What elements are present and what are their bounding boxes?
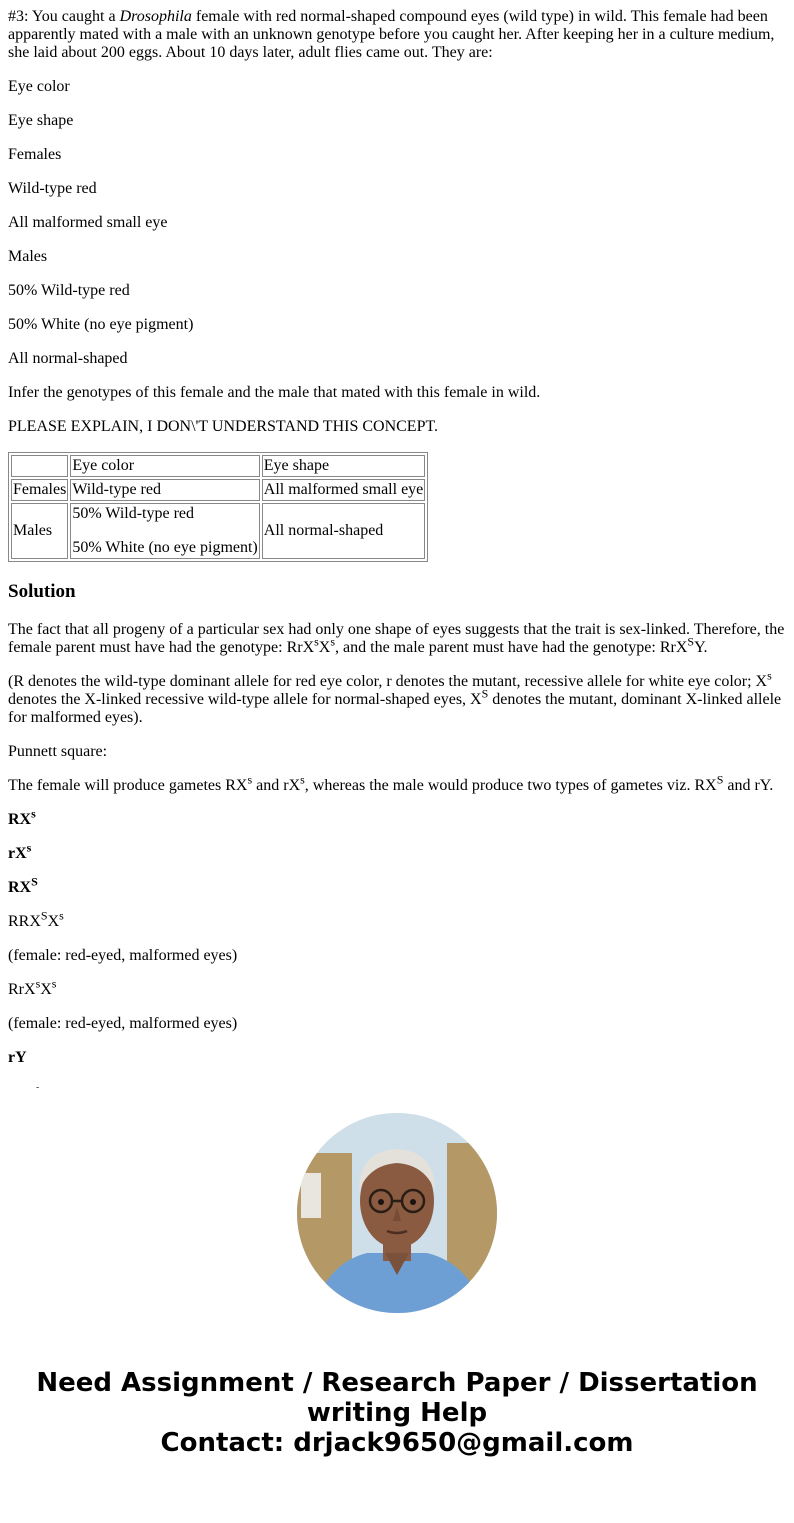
table-row: [11, 455, 425, 477]
table-row: [11, 503, 425, 559]
phenotype-table: [8, 452, 428, 562]
line-50-wild-type: 50% Wild-type red: [8, 282, 130, 299]
table-cell: All normal-shaped: [262, 503, 426, 559]
line-all-normal: All normal-shaped: [8, 350, 128, 367]
avatar-portrait: [297, 1113, 497, 1313]
line-males: Males: [8, 248, 48, 265]
footer-promo: [8, 1368, 786, 1458]
solution-heading: Solution: [8, 581, 76, 602]
footer-contact: Contact: drjack9650@gmail.com: [160, 1428, 634, 1458]
gamete-rxS: $RX^S$: [8, 874, 38, 896]
table-cell: All malformed small eye: [262, 479, 426, 501]
line-females: Females: [8, 146, 62, 163]
dash-mark: -: [36, 1082, 40, 1093]
punnett-label: Punnett square:: [8, 743, 108, 760]
cell-line: 50% White (no eye pigment): [72, 539, 258, 556]
line-wild-type-red: Wild-type red: [8, 180, 97, 197]
species-name: Drosophila: [119, 8, 192, 25]
table-cell: Females: [11, 479, 68, 501]
solution-paragraph-1: The fact that all progeny of a particular sex had only one shape of eyes suggests that the trait is sex-linked. Therefore, the female parent must have had the genotype: $RrX^sX^s$, and the male parent must have had the genotype: RrX$^S$Y.: [8, 621, 785, 656]
gamete-ry: rY: [8, 1049, 27, 1066]
table-row: [11, 479, 425, 501]
cross-result-1: $RRX^SX^s$: [8, 908, 64, 930]
solution-paragraph-3: The female will produce gametes $RX^s$ and $rX^s$, whereas the male would produce two types of gametes viz. $RX^S$ and rY.: [8, 772, 774, 794]
gamete-rxs-lower: $rX^s$: [8, 840, 32, 862]
footer-line-1: Need Assignment / Research Paper / Dissertation: [36, 1368, 758, 1398]
gamete-rxs: $RX^s$: [8, 806, 36, 828]
cross-result-1-desc: (female: red-eyed, malformed eyes): [8, 947, 238, 964]
solution-paragraph-2: (R denotes the wild-type dominant allele for red eye color, r denotes the mutant, recessive allele for white eye color; $X^s$ denotes the X-linked recessive wild-type allele for normal-shaped eyes, $X^S$ denotes the mutant, dominant X-linked allele for malformed eyes).: [8, 668, 782, 726]
table-cell: [70, 503, 259, 559]
question-plea: PLEASE EXPLAIN, I DON\'T UNDERSTAND THIS CONCEPT.: [8, 418, 439, 435]
table-cell: Eye color: [70, 455, 259, 477]
cross-result-2: $RrX^sX^s$: [8, 976, 57, 998]
table-cell: Males: [11, 503, 68, 559]
cell-line: 50% Wild-type red: [72, 505, 195, 522]
question-intro: #3: You caught a Drosophila female with red normal-shaped compound eyes (wild type) in wild. This female had been apparently mated with a male with an unknown genotype before you caught her. After keeping her in a culture medium, she laid about 200 eggs. About 10 days later, adult flies came out. They are:: [8, 8, 775, 61]
cross-result-2-desc: (female: red-eyed, malformed eyes): [8, 1015, 238, 1032]
table-cell: Wild-type red: [70, 479, 259, 501]
line-eye-shape: Eye shape: [8, 112, 74, 129]
footer-line-2: writing Help: [306, 1398, 488, 1428]
table-cell: Eye shape: [262, 455, 426, 477]
line-eye-color: Eye color: [8, 78, 70, 95]
question-infer: Infer the genotypes of this female and the male that mated with this female in wild.: [8, 384, 541, 401]
line-all-malformed: All malformed small eye: [8, 214, 168, 231]
line-50-white: 50% White (no eye pigment): [8, 316, 194, 333]
table-cell: [11, 455, 68, 477]
author-avatar: [297, 1113, 497, 1313]
author-photo-wrap: [8, 1113, 786, 1318]
